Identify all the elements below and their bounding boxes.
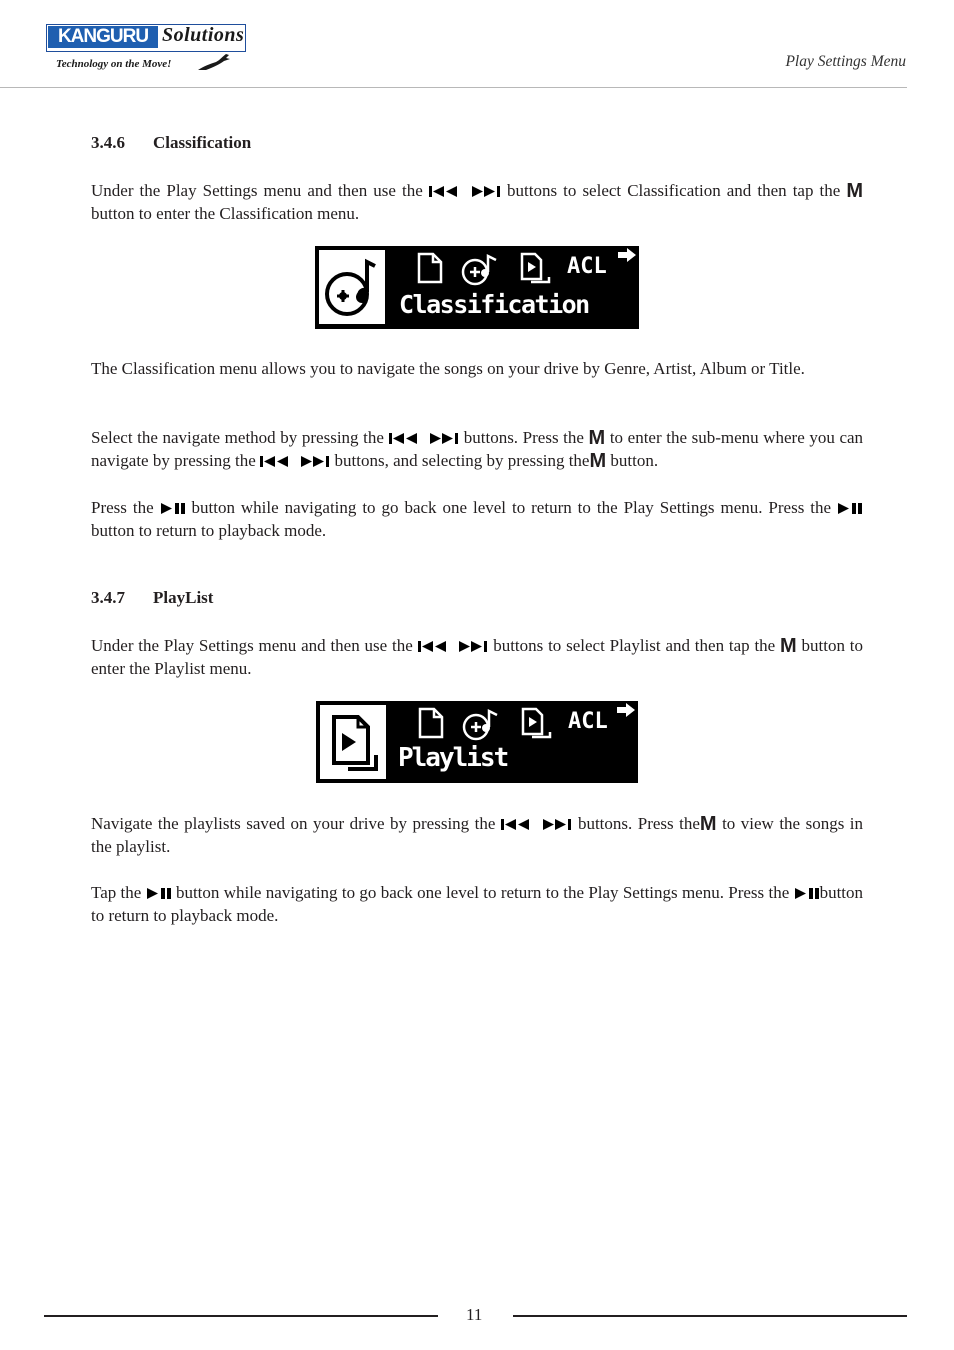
play-pause-icon: [146, 887, 172, 900]
file-icon: [417, 252, 443, 284]
screen-caption: Classification: [399, 290, 589, 319]
kangaroo-icon: [196, 52, 232, 72]
text-run: to view the songs in the playlist.: [91, 814, 864, 856]
text-run: Press the: [91, 498, 154, 517]
screen-caption: Playlist: [398, 743, 508, 773]
header-title: Play Settings Menu: [785, 53, 906, 70]
previous-track-icon: [260, 455, 290, 468]
playlist-small-icon: [519, 251, 553, 285]
text-run: buttons to select Classification and then tap the: [507, 181, 841, 200]
m-button-icon: M: [699, 813, 717, 835]
file-icon: [418, 707, 444, 739]
m-button-icon: M: [780, 635, 797, 657]
text-run: Tap the: [91, 883, 142, 902]
text-run: button while navigating to go back one level to return to the Play Settings menu. Press the: [191, 498, 832, 517]
text-run: Select the navigate method by pressing the: [91, 428, 384, 447]
playlist-heading: [91, 588, 213, 608]
text-run: to enter the sub-menu where you can navigate by pressing the: [91, 428, 864, 470]
acl-label: ACL: [568, 709, 608, 734]
classification-paragraph-3: [91, 426, 863, 472]
text-run: button to enter the Playlist menu.: [91, 636, 864, 678]
text-run: Under the Play Settings menu and then use the: [91, 181, 423, 200]
heading-title: PlayList: [153, 588, 214, 607]
playlist-paragraph-3: [91, 881, 863, 927]
classification-paragraph-2: The Classification menu allows you to navigate the songs on your drive by Genre, Artist, Album or Title.: [91, 359, 805, 378]
previous-track-icon: [389, 432, 419, 445]
classification-small-icon: [461, 707, 501, 741]
arrow-right-icon: [616, 702, 636, 718]
m-button-icon: M: [589, 450, 607, 472]
play-pause-icon: [794, 887, 820, 900]
play-pause-icon: [160, 502, 186, 515]
text-run: buttons to select Playlist and then tap the: [493, 636, 776, 655]
logo-tagline: Technology on the Move!: [56, 58, 172, 70]
playlist-file-icon: [320, 705, 386, 779]
kanguru-logo: [46, 22, 246, 76]
text-run: button to return to playback mode.: [91, 883, 864, 925]
next-track-icon: [429, 432, 459, 445]
previous-track-icon: [418, 640, 448, 653]
heading-number: 3.4.7: [91, 588, 125, 607]
m-button-icon: M: [588, 427, 606, 449]
next-track-icon: [542, 818, 572, 831]
classification-small-icon: [460, 252, 500, 286]
text-run: buttons. Press the: [577, 814, 700, 833]
header-divider: [0, 87, 907, 88]
text-run: buttons, and selecting by pressing the: [334, 451, 590, 470]
text-run: Navigate the playlists saved on your drive by pressing the: [91, 814, 496, 833]
classification-paragraph-4: [91, 496, 863, 542]
playlist-paragraph-1: [91, 634, 863, 680]
footer-rule-left: [44, 1315, 438, 1317]
classification-screen: [315, 246, 639, 329]
page-number: 11: [466, 1305, 483, 1324]
next-track-icon: [471, 185, 501, 198]
acl-label: ACL: [567, 254, 607, 279]
footer-rule-right: [513, 1315, 907, 1317]
music-disc-icon: [319, 250, 385, 324]
text-run: button while navigating to go back one level to return to the Play Settings menu. Press the: [175, 883, 790, 902]
classification-heading: [91, 133, 251, 153]
next-track-icon: [458, 640, 488, 653]
classification-paragraph-1: [91, 179, 863, 225]
previous-track-icon: [501, 818, 531, 831]
playlist-tile: [320, 705, 386, 779]
playlist-small-icon: [520, 706, 554, 740]
text-run: buttons. Press the: [463, 428, 584, 447]
text-run: button.: [610, 451, 659, 470]
text-run: button to enter the Classification menu.: [91, 204, 360, 223]
classification-tile: [319, 250, 385, 324]
heading-number: 3.4.6: [91, 133, 125, 152]
play-pause-icon: [837, 502, 863, 515]
text-run: button to return to playback mode.: [91, 521, 327, 540]
playlist-paragraph-2: [91, 812, 863, 858]
previous-track-icon: [429, 185, 459, 198]
logo-solutions: Solutions: [162, 24, 245, 46]
logo-brand: KANGURU: [48, 26, 158, 48]
heading-title: Classification: [153, 133, 252, 152]
arrow-right-icon: [617, 247, 637, 263]
next-track-icon: [300, 455, 330, 468]
text-run: Under the Play Settings menu and then use the: [91, 636, 413, 655]
m-button-icon: M: [846, 180, 864, 202]
playlist-screen: [316, 701, 638, 783]
